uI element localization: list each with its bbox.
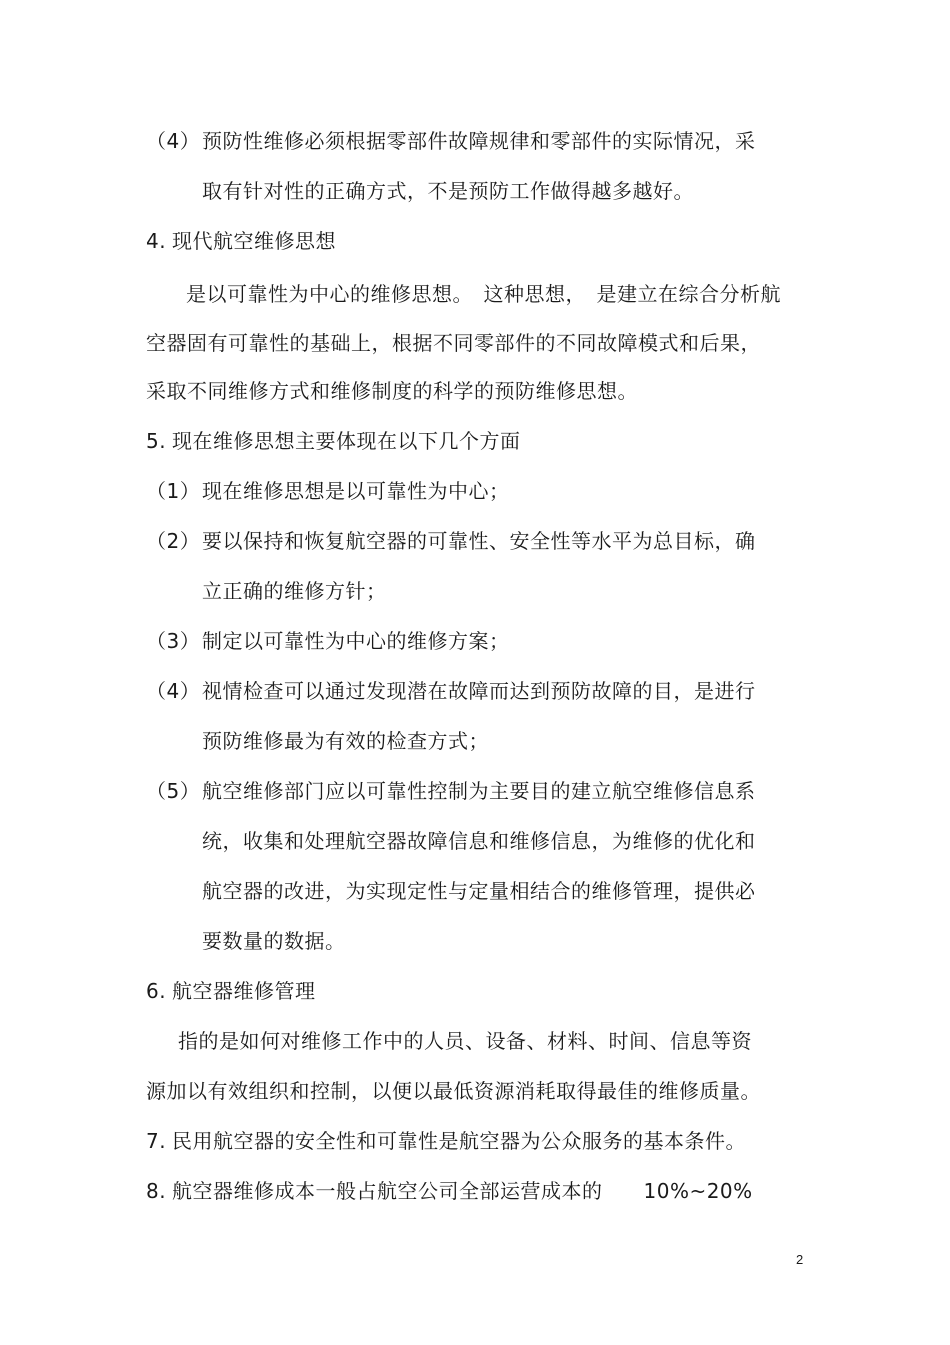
line-text: 航空器维修管理 bbox=[172, 979, 316, 1003]
list-item-line bbox=[146, 677, 756, 705]
line-text: 空器固有可靠性的基础上，根据不同零部件的不同故障模式和后果， bbox=[146, 331, 761, 355]
continuation-line bbox=[202, 577, 387, 605]
item-number: （4） bbox=[146, 129, 201, 153]
line-text: 制定以可靠性为中心的维修方案； bbox=[202, 629, 510, 653]
continuation-line bbox=[202, 927, 346, 955]
line-text: 现代航空维修思想 bbox=[172, 229, 336, 253]
section-heading bbox=[146, 1177, 753, 1205]
line-text: 取有针对性的正确方式，不是预防工作做得越多越好。 bbox=[202, 179, 694, 203]
line-text: 现在维修思想是以可靠性为中心； bbox=[202, 479, 510, 503]
section-number: 8. bbox=[146, 1179, 167, 1203]
item-number: （4） bbox=[146, 679, 201, 703]
section-number: 4. bbox=[146, 229, 167, 253]
line-text: 采取不同维修方式和维修制度的科学的预防维修思想。 bbox=[146, 379, 638, 403]
item-number: （5） bbox=[146, 779, 201, 803]
section-heading bbox=[146, 227, 336, 255]
line-text: 现在维修思想主要体现在以下几个方面 bbox=[172, 429, 521, 453]
paragraph-line bbox=[186, 280, 781, 308]
line-text: 要以保持和恢复航空器的可靠性、安全性等水平为总目标，确 bbox=[202, 529, 756, 553]
paragraph-line bbox=[146, 377, 638, 405]
section-number: 7. bbox=[146, 1129, 167, 1153]
list-item-line bbox=[146, 477, 510, 505]
list-item-line bbox=[146, 777, 756, 805]
page-number: 2 bbox=[796, 1252, 804, 1267]
paragraph-line bbox=[146, 1077, 761, 1105]
line-text: 视情检查可以通过发现潜在故障而达到预防故障的目，是进行 bbox=[202, 679, 756, 703]
paragraph-line bbox=[178, 1027, 752, 1055]
line-text: 航空维修部门应以可靠性控制为主要目的建立航空维修信息系 bbox=[202, 779, 756, 803]
list-item-line bbox=[146, 627, 510, 655]
line-text: 统，收集和处理航空器故障信息和维修信息，为维修的优化和 bbox=[202, 829, 756, 853]
line-text: 航空器维修成本一般占航空公司全部运营成本的 10%~20% bbox=[172, 1179, 753, 1203]
section-number: 5. bbox=[146, 429, 167, 453]
line-text: 航空器的改进，为实现定性与定量相结合的维修管理，提供必 bbox=[202, 879, 756, 903]
list-item-line bbox=[146, 527, 756, 555]
line-text: 是以可靠性为中心的维修思想。 这种思想， 是建立在综合分析航 bbox=[186, 282, 781, 306]
list-item-line bbox=[146, 127, 756, 155]
line-text: 源加以有效组织和控制，以便以最低资源消耗取得最佳的维修质量。 bbox=[146, 1079, 761, 1103]
line-text: 立正确的维修方针； bbox=[202, 579, 387, 603]
section-heading bbox=[146, 427, 521, 455]
section-heading bbox=[146, 1127, 746, 1155]
continuation-line bbox=[202, 877, 756, 905]
item-number: （3） bbox=[146, 629, 201, 653]
item-number: （2） bbox=[146, 529, 201, 553]
paragraph-line bbox=[146, 329, 761, 357]
line-text: 要数量的数据。 bbox=[202, 929, 346, 953]
section-heading bbox=[146, 977, 316, 1005]
item-number: （1） bbox=[146, 479, 201, 503]
section-number: 6. bbox=[146, 979, 167, 1003]
continuation-line bbox=[202, 177, 694, 205]
continuation-line bbox=[202, 827, 756, 855]
continuation-line bbox=[202, 727, 489, 755]
line-text: 预防维修最为有效的检查方式； bbox=[202, 729, 489, 753]
line-text: 预防性维修必须根据零部件故障规律和零部件的实际情况，采 bbox=[202, 129, 756, 153]
line-text: 民用航空器的安全性和可靠性是航空器为公众服务的基本条件。 bbox=[172, 1129, 746, 1153]
line-text: 指的是如何对维修工作中的人员、设备、材料、时间、信息等资 bbox=[178, 1029, 752, 1053]
